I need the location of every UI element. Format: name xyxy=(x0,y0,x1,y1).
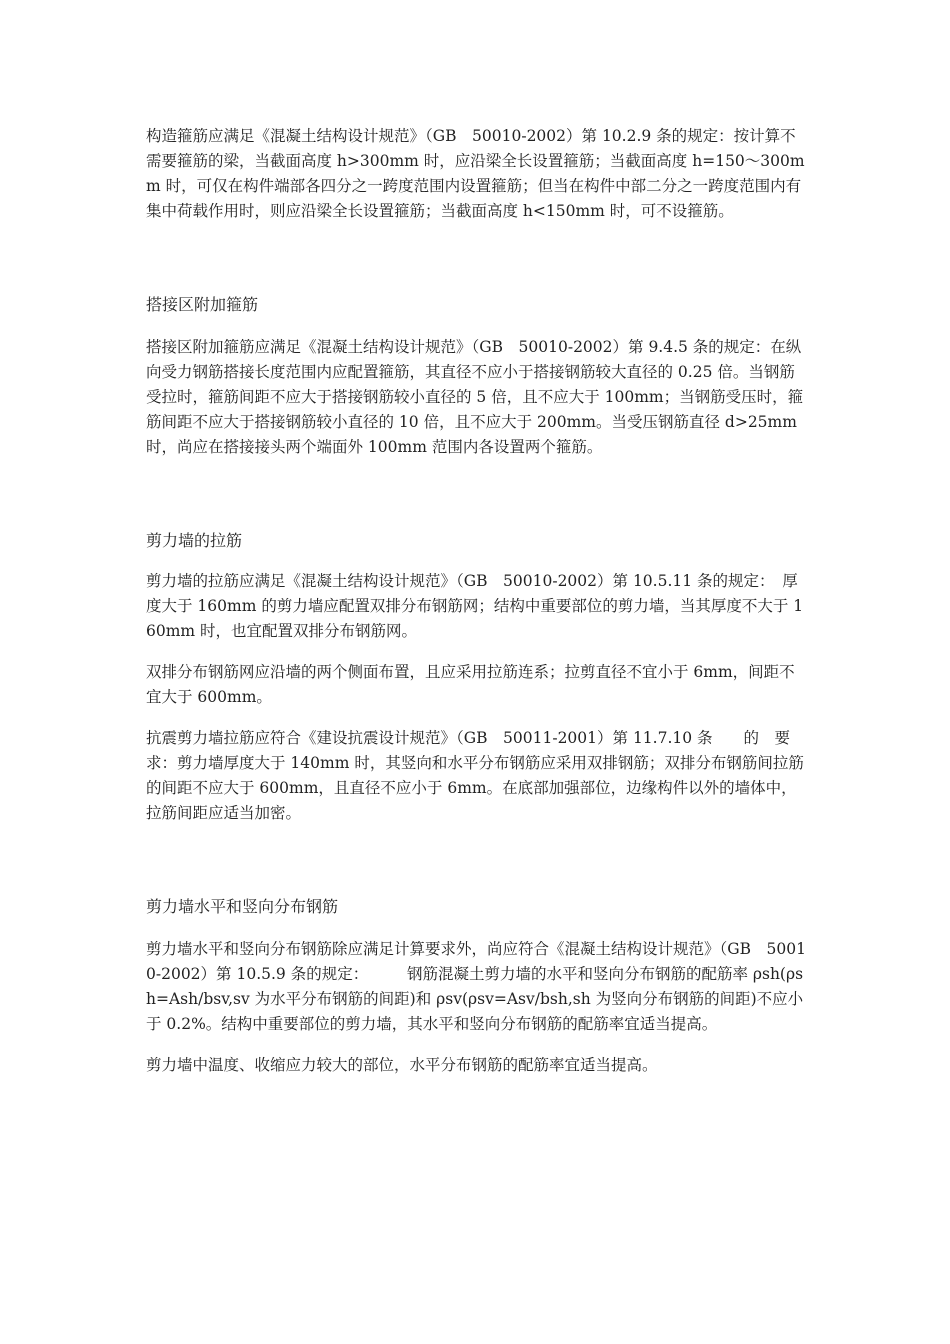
paragraph-lap-zone-stirrups: 搭接区附加箍筋应满足《混凝土结构设计规范》（GB 50010-2002）第 9.4.5 条的规定：在纵向受力钢筋搭接长度范围内应配置箍筋，其直径不应小于搭接钢筋较大直径的 0.25 倍。当钢筋受拉时，箍筋间距不应大于搭接钢筋较小直径的 5 倍，且不应大于 100mm；当钢筋受压时，箍筋间距不应大于搭接钢筋较小直径的 10 倍，且不应大于 200mm。当受压钢筋直径 d>25mm 时，尚应在搭接接头两个端面外 100mm 范围内各设置两个箍筋。 xyxy=(146,338,804,456)
section-heading-shear-wall-distribution-bars: 剪力墙水平和竖向分布钢筋 xyxy=(146,897,339,916)
paragraph-shear-wall-ties-3: 抗震剪力墙拉筋应符合《建设抗震设计规范》（GB 50011-2001）第 11.7.10 条 的 要求：剪力墙厚度大于 140mm 时，其竖向和水平分布钢筋应采用双排钢筋；双排分布钢筋间拉筋的间距不应大于 600mm，且直径不应小于 6mm。在底部加强部位，边缘构件以外的墙体中，拉筋间距应适当加密。 xyxy=(146,729,804,822)
paragraph-shear-wall-distribution-bars-2: 剪力墙中温度、收缩应力较大的部位，水平分布钢筋的配筋率宜适当提高。 xyxy=(146,1056,658,1074)
paragraph-shear-wall-ties-2: 双排分布钢筋网应沿墙的两个侧面布置，且应采用拉筋连系；拉剪直径不宜小于 6mm，间距不宜大于 600mm。 xyxy=(146,663,795,706)
paragraph-shear-wall-distribution-bars-1: 剪力墙水平和竖向分布钢筋除应满足计算要求外，尚应符合《混凝土结构设计规范》（GB 50010-2002）第 10.5.9 条的规定： 钢筋混凝土剪力墙的水平和竖向分布钢筋的配筋率 ρsh(ρsh=Ash/bsv,sv 为水平分布钢筋的间距)和 ρsv(ρsv=Asv/bsh,sh 为竖向分布钢筋的间距)不应小于 0.2%。结构中重要部位的剪力墙，其水平和竖向分布钢筋的配筋率宜适当提高。 xyxy=(146,940,806,1033)
document-body xyxy=(146,124,810,1078)
paragraph-stirrup-construction: 构造箍筋应满足《混凝土结构设计规范》（GB 50010-2002）第 10.2.9 条的规定：按计算不需要箍筋的梁，当截面高度 h>300mm 时，应沿梁全长设置箍筋；当截面高度 h=150～300mm 时，可仅在构件端部各四分之一跨度范围内设置箍筋；但当在构件中部二分之一跨度范围内有集中荷载作用时，则应沿梁全长设置箍筋；当截面高度 h<150mm 时，可不设箍筋。 xyxy=(146,127,805,220)
section-heading-shear-wall-ties: 剪力墙的拉筋 xyxy=(146,531,243,550)
paragraph-shear-wall-ties-1: 剪力墙的拉筋应满足《混凝土结构设计规范》（GB 50010-2002）第 10.5.11 条的规定： 厚度大于 160mm 的剪力墙应配置双排分布钢筋网；结构中重要部位的剪力墙，当其厚度不大于 160mm 时，也宜配置双排分布钢筋网。 xyxy=(146,572,804,640)
section-heading-lap-zone-stirrups: 搭接区附加箍筋 xyxy=(146,295,259,314)
